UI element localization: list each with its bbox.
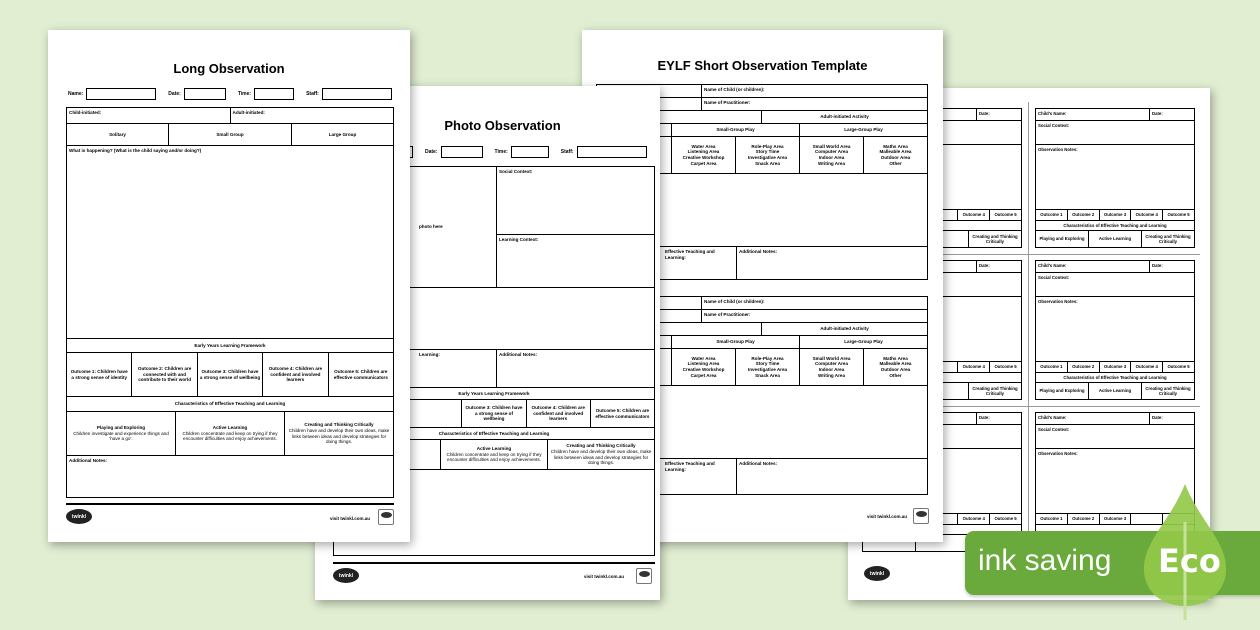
large-group-cell[interactable]: Large-Group Play xyxy=(844,127,883,133)
name-practitioner-field[interactable]: Name of Practitioner: xyxy=(704,100,751,105)
staff-input[interactable] xyxy=(577,146,647,158)
quality-stamp-icon xyxy=(378,509,394,525)
divider xyxy=(1028,102,1029,564)
form-row xyxy=(1036,273,1194,297)
label-text: Computer Area xyxy=(814,149,848,155)
label-text: Writing Area xyxy=(817,372,846,378)
label-text: Role-Play Area xyxy=(751,355,784,361)
outcome-cell: Outcome 3: Children have a strong sense of wellbeing xyxy=(462,400,526,427)
label-text: Listening Area xyxy=(687,361,720,367)
date-field[interactable]: Date: xyxy=(1152,263,1163,268)
time-input[interactable] xyxy=(511,146,549,158)
outcome-cell[interactable]: Outcome 4 xyxy=(1131,210,1163,220)
page-title: Photo Observation xyxy=(444,118,561,133)
characteristics-header: Characteristics of Effective Teaching and Learning xyxy=(1063,222,1167,228)
characteristic-cell xyxy=(441,440,548,469)
outcome-cell: Outcome 2: Children are connected with and contribute to their world xyxy=(132,353,197,396)
form-row xyxy=(1036,210,1194,221)
label-text: Other xyxy=(889,372,902,378)
small-group-cell[interactable]: Small-Group Play xyxy=(672,336,800,348)
name-child-field[interactable]: Name of Child (or children): xyxy=(704,299,765,304)
label-text: Date: xyxy=(425,149,438,155)
header-fields xyxy=(68,88,392,100)
adult-activity-cell[interactable]: Adult-initiated Activity xyxy=(820,114,869,120)
outcome-cell: Outcome 5: Children are effective communicators xyxy=(333,368,388,380)
form-cell xyxy=(800,349,864,385)
date-field[interactable]: Date: xyxy=(979,415,990,420)
outcome-cell[interactable]: Outcome 5 xyxy=(994,364,1017,370)
label-text: Creating and Thinking Critically xyxy=(566,443,636,449)
social-context-field[interactable]: Social Context: xyxy=(1038,123,1070,128)
label-text: Computer Area xyxy=(814,361,848,367)
date-input[interactable] xyxy=(184,88,226,100)
date-field[interactable]: Date: xyxy=(1152,415,1163,420)
additional-notes-field[interactable]: Additional Notes: xyxy=(499,352,538,357)
framework-header: Early Years Learning Framework xyxy=(194,342,266,348)
form-row xyxy=(67,397,393,412)
footer-url[interactable]: visit twinkl.com.au xyxy=(329,516,370,521)
characteristics-header: Characteristics of Effective Teaching and Learning xyxy=(1063,374,1167,380)
label-text: Time: xyxy=(494,149,508,155)
label-text: Staff: xyxy=(560,149,574,155)
characteristic-cell[interactable]: Playing and Exploring xyxy=(1036,231,1089,247)
outcome-cell[interactable]: Outcome 4 xyxy=(1131,362,1163,372)
label-text: Active Learning xyxy=(476,445,512,451)
label-text: Small World Area xyxy=(812,143,851,149)
outcome-cell: Outcome 5: Children are effective communicators xyxy=(595,407,650,419)
outcome-cell[interactable]: Outcome 4 xyxy=(958,210,990,220)
quality-stamp-icon xyxy=(636,568,652,584)
child-initiated-field[interactable]: Child-initiated: xyxy=(67,108,231,123)
form-row xyxy=(1036,145,1194,210)
outcome-cell[interactable]: Outcome 1 xyxy=(1036,362,1068,372)
outcome-cell[interactable]: Outcome 3 xyxy=(1100,514,1132,524)
name-input[interactable] xyxy=(86,88,156,100)
outcome-cell[interactable]: Outcome 3 xyxy=(1100,362,1132,372)
form-row xyxy=(1036,109,1194,121)
footer-url[interactable]: visit twinkl.com.au xyxy=(866,514,907,519)
framework-header: Early Years Learning Framework xyxy=(458,390,530,396)
outcome-cell[interactable]: Outcome 2 xyxy=(1068,362,1100,372)
observation-notes-field[interactable]: Observation Notes: xyxy=(1038,147,1078,152)
form-row xyxy=(1036,383,1194,399)
large-group-cell[interactable]: Large-Group Play xyxy=(844,339,883,345)
label-text: Creative Workshop xyxy=(682,367,725,372)
learning-field[interactable]: Learning: xyxy=(334,350,497,387)
footer-line xyxy=(66,503,394,505)
what-happening-field[interactable]: What is happening? (What is the child saying and/or doing?) xyxy=(69,148,202,153)
teaching-learning-field[interactable]: Effective Teaching and Learning: xyxy=(597,247,737,279)
social-context-field[interactable]: Social Context: xyxy=(1038,427,1070,432)
label-text: Snack Area xyxy=(755,160,780,166)
outcome-cell[interactable]: Outcome 5 xyxy=(994,516,1017,522)
characteristic-cell[interactable]: Playing and Exploring xyxy=(1036,383,1089,399)
characteristic-cell[interactable]: Creating and Thinking Critically xyxy=(1145,233,1191,244)
outcome-cell[interactable]: Outcome 4 xyxy=(958,362,990,372)
time-input[interactable] xyxy=(254,88,294,100)
childs-name-field[interactable]: Child's Name: xyxy=(1036,109,1150,120)
form-row xyxy=(67,353,393,397)
label-text: Outdoor Area xyxy=(880,367,911,372)
label-text: Staff: xyxy=(306,91,319,97)
characteristic-cell[interactable]: Creating and Thinking Critically xyxy=(972,385,1018,396)
form-row xyxy=(67,339,393,353)
form-row xyxy=(1036,425,1194,449)
form-row xyxy=(1036,261,1194,273)
label-text: Investigative Area xyxy=(747,367,788,372)
long-form xyxy=(66,107,394,498)
outcome-cell: Outcome 4: Children are confident and involved learners xyxy=(263,353,328,396)
form-row xyxy=(1036,362,1194,373)
form-cell xyxy=(736,349,800,385)
label-text: Children have and develop their own ideas, make links between ideas and develop strategies for doing things. xyxy=(288,427,390,445)
form-row xyxy=(1036,221,1194,231)
page-title: Long Observation xyxy=(173,61,285,76)
outcome-cell[interactable]: Outcome 5 xyxy=(1167,364,1190,370)
twinkl-logo: twinkl xyxy=(864,566,890,581)
social-context-field[interactable]: Social Context: xyxy=(497,167,654,235)
name-practitioner-field[interactable]: Name of Practitioner: xyxy=(704,312,751,317)
characteristic-cell[interactable]: Active Learning xyxy=(1089,231,1142,247)
label-text: Maths Area xyxy=(883,355,908,361)
label-text: Water Area xyxy=(691,355,716,361)
outcome-cell[interactable]: Outcome 2 xyxy=(1068,514,1100,524)
form-row xyxy=(1036,373,1194,383)
quality-stamp-icon xyxy=(913,508,929,524)
label-text: Outdoor Area xyxy=(880,155,911,160)
footer-url[interactable]: visit twinkl.com.au xyxy=(583,574,624,579)
label-text: Children concentrate and keep on trying if they encounter difficulties and enjoy achievements. xyxy=(446,451,542,463)
label-text: Children have and develop their own ideas, make links between ideas and develop strategies for doing things. xyxy=(550,448,652,466)
form-cell xyxy=(864,349,927,385)
date-field[interactable]: Date: xyxy=(979,263,990,268)
label-text: Investigative Area xyxy=(747,155,788,160)
label-text: Role-Play Area xyxy=(751,143,784,149)
label-text: Name: xyxy=(68,91,84,97)
characteristic-cell[interactable]: Active Learning xyxy=(1089,383,1142,399)
adult-activity-cell[interactable]: Adult-initiated Activity xyxy=(820,326,869,332)
label-text: Carpet Area xyxy=(690,160,717,166)
label-text: Malleable Area xyxy=(879,361,912,367)
label-text: Time: xyxy=(237,91,252,97)
label-text: Listening Area xyxy=(687,149,720,155)
observation-card xyxy=(1035,260,1195,400)
eco-label: Eco xyxy=(1158,542,1221,580)
label-text: Active Learning xyxy=(212,424,248,430)
label-text: Creating and Thinking Critically xyxy=(304,422,374,428)
outcome-cell: Outcome 1: Children have a strong sense of identity xyxy=(67,353,132,396)
outcome-cell[interactable]: Outcome 4 xyxy=(958,514,990,524)
label-text: Story Time xyxy=(755,361,780,367)
outcome-cell[interactable]: Outcome 1 xyxy=(1036,210,1068,220)
label-text: Indoor Area xyxy=(818,367,845,372)
twinkl-logo: twinkl xyxy=(66,509,92,524)
additional-notes-field[interactable]: Additional Notes: xyxy=(69,458,108,463)
badge-text: ink saving xyxy=(978,544,1112,577)
date-input[interactable] xyxy=(441,146,483,158)
additional-notes-field[interactable]: Additional Notes: xyxy=(739,249,778,254)
label-text: Indoor Area xyxy=(818,155,845,160)
label-text: Writing Area xyxy=(817,160,846,166)
outcome-cell: Outcome 4: Children are confident and involved learners xyxy=(527,400,591,427)
label-text: Playing and Exploring xyxy=(96,424,146,430)
form-row xyxy=(1036,413,1194,425)
date-field[interactable]: Date: xyxy=(1152,111,1163,116)
label-text: Maths Area xyxy=(883,143,908,149)
form-row xyxy=(1036,231,1194,247)
label-text: Creative Workshop xyxy=(682,155,725,160)
form-row xyxy=(67,108,393,124)
characteristic-cell xyxy=(548,440,654,469)
characteristics-header: Characteristics of Effective Teaching and Learning xyxy=(174,401,286,407)
label-text: Snack Area xyxy=(755,372,780,378)
label-text: Other xyxy=(889,160,902,166)
childs-name-field[interactable]: Child's Name: xyxy=(1036,413,1150,424)
characteristic-cell[interactable]: Creating and Thinking Critically xyxy=(972,233,1018,244)
small-group-cell[interactable]: Small-Group Play xyxy=(672,124,800,136)
form-row xyxy=(1036,121,1194,145)
form-cell xyxy=(672,137,736,173)
date-field[interactable]: Date: xyxy=(979,111,990,116)
form-row xyxy=(67,456,393,497)
childs-name-field[interactable]: Child's Name: xyxy=(1036,261,1150,272)
characteristics-header: Characteristics of Effective Teaching and Learning xyxy=(438,430,550,436)
form-row xyxy=(1036,297,1194,362)
characteristic-cell[interactable]: Creating and Thinking Critically xyxy=(1145,385,1191,396)
form-row xyxy=(67,124,393,146)
adult-initiated-field[interactable]: Adult-initiated: xyxy=(232,110,265,115)
page-title: EYLF Short Observation Template xyxy=(657,58,868,73)
form-cell xyxy=(736,137,800,173)
label-text: Malleable Area xyxy=(879,149,912,155)
form-cell xyxy=(864,137,927,173)
form-cell xyxy=(800,137,864,173)
staff-input[interactable] xyxy=(322,88,392,100)
outcome-cell: Outcome 3: Children have a strong sense of wellbeing xyxy=(198,353,263,396)
form-cell xyxy=(672,349,736,385)
outcome-cell[interactable]: Outcome 5 xyxy=(1167,212,1190,218)
footer-line xyxy=(333,562,655,564)
teaching-learning-field[interactable]: Effective Teaching and Learning: xyxy=(597,459,737,494)
long-observation-page xyxy=(48,30,410,542)
label-text: Carpet Area xyxy=(690,372,717,378)
outcome-cell[interactable]: Outcome 1 xyxy=(1036,514,1068,524)
observation-notes-field[interactable]: Observation Notes: xyxy=(1038,451,1078,456)
characteristic-cell xyxy=(67,412,176,455)
label-text: Children concentrate and keep on trying if they encounter difficulties and enjoy achievements. xyxy=(182,430,278,442)
observation-notes-field[interactable]: Observation Notes: xyxy=(1038,299,1078,304)
outcome-cell[interactable]: Outcome 3 xyxy=(1100,210,1132,220)
form-row xyxy=(67,412,393,456)
label-text: Water Area xyxy=(691,143,716,149)
label-text: Date: xyxy=(168,91,181,97)
small-group-cell[interactable]: Small Group xyxy=(169,124,292,145)
photo-area[interactable]: photo here xyxy=(334,167,497,287)
label-text: Children investigate and experience things and 'have a go'. xyxy=(73,430,169,442)
label-text: Story Time xyxy=(755,149,780,155)
characteristic-cell xyxy=(176,412,285,455)
label-text: Small World Area xyxy=(812,355,851,361)
large-group-cell[interactable]: Large Group xyxy=(328,131,357,137)
outcome-cell[interactable]: Outcome 2 xyxy=(1068,210,1100,220)
additional-notes-field[interactable]: Additional Notes: xyxy=(739,461,778,466)
observation-card xyxy=(1035,108,1195,248)
form-cell xyxy=(497,167,654,287)
outcome-cell[interactable]: Outcome 5 xyxy=(994,212,1017,218)
characteristic-cell xyxy=(285,412,393,455)
form-row xyxy=(67,146,393,339)
name-child-field[interactable]: Name of Child (or children): xyxy=(704,87,765,92)
learning-context-field[interactable]: Learning Context: xyxy=(499,237,539,242)
twinkl-logo: twinkl xyxy=(333,568,359,583)
social-context-field[interactable]: Social Context: xyxy=(1038,275,1070,280)
solitary-cell[interactable]: Solitary xyxy=(67,124,169,145)
